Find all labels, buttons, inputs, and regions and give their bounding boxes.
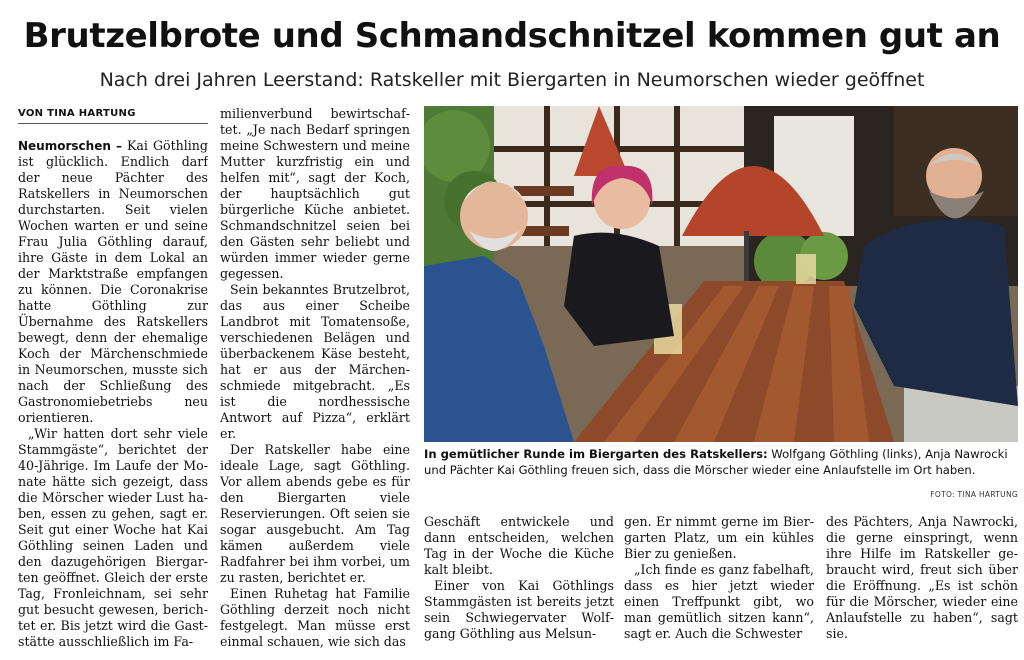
article-column-1 — [18, 138, 208, 650]
paragraph: Geschäft entwickele und dann entscheiden, welchen Tag in der Woche die Küche kalt bleibt. — [424, 514, 614, 577]
caption-text: Wolfgang Göthling (links), Anja Nawrocki und Pächter Kai Göthling freuen sich, dass die Mörscher wieder eine Anlaufstelle im Ort haben. — [424, 447, 1008, 477]
article-photo — [424, 106, 1018, 442]
subheadline: Nach drei Jahren Leerstand: Ratskeller mit Biergarten in Neumorschen wieder geöffnet — [99, 69, 925, 91]
paragraph-text: Kai Göthling ist glücklich. Endlich darf der neue Pächter des Ratskellers in Neumorschen durchstarten. Seit vielen Wochen warten er und seine Frau Julia Göthling darauf, ihre Gäste in dem Lokal an der Marktstraße empfangen zu können. Die Coronakrise hatte Göthling zur Übernahme des Ratskellers bewegt, denn der ehemalige Koch der Märchenschmiede in Neumorschen, musste sich nach der Schließung des Gastronomiebetriebs neu orientieren. — [18, 138, 208, 425]
paragraph: des Pächters, Anja Nawrocki, die gerne einspringt, wenn ihre Hilfe im Ratskeller gebraucht wird, freut sich über die Eröffnung. „Es ist schön für die Mörscher, wieder eine Anlaufstelle zu haben“, sagt sie. — [826, 514, 1018, 641]
paragraph: gen. Er nimmt gerne im Biergarten Platz, um ein kühles Bier zu genießen. — [624, 514, 814, 561]
photo-caption — [424, 446, 1018, 478]
article-column-3 — [424, 514, 614, 654]
paragraph: Sein bekanntes Brutzelbrot, das aus einer Scheibe Landbrot mit Tomatensoße, verschiedenen Belägen und überbackenem Käse besteht, hat er aus der Märchenschmiede mitgebracht. „Es ist die nordhessische Antwort auf Pizza“, erklärt er. — [220, 282, 410, 441]
article-column-5 — [826, 514, 1018, 654]
caption-lead: In gemütlicher Runde im Biergarten des Ratskellers: — [424, 447, 768, 461]
paragraph: „Ich finde es ganz fabelhaft, dass es hier jetzt wieder einen Treffpunkt gibt, wo man gemütlich sitzen kann“, sagt er. Auch die Schwester — [624, 562, 814, 641]
paragraph: Der Ratskeller habe eine ideale Lage, sagt Göthling. Vor allem abends gebe es für den Biergarten viele Reservierungen. Oft seien sie sogar ausgebucht. Am Tag kämen außerdem viele Radfahrer bei ihm vorbei, um zu rasten, berichtet er. — [220, 442, 410, 585]
article-column-2 — [220, 106, 410, 650]
headline: Brutzelbrote und Schmandschnitzel kommen gut an — [23, 16, 1001, 56]
paragraph: Einer von Kai Göthlings Stammgästen ist bereits jetzt sein Schwiegervater Wolfgang Göthling aus Melsun- — [424, 578, 614, 641]
byline: VON TINA HARTUNG — [18, 108, 208, 124]
paragraph: „Wir hatten dort sehr viele Stammgäste“, berichtet der 40-Jährige. Im Laufe der Monate hätte sich gezeigt, dass die Mörscher wieder Lust haben, essen zu gehen, sagt er. Seit gut einer Woche hat Kai Göthling seinen Laden und den dazugehörigen Biergarten geöffnet. Gleich der erste Tag, Fronleichnam, sei sehr gut besucht gewesen, berichtet er. Bis jetzt wird die Gaststätte ausschließlich im Fa- — [18, 426, 208, 649]
paragraph: Einen Ruhetag hat Familie Göthling derzeit noch nicht festgelegt. Man müsse erst einmal schauen, wie sich das — [220, 586, 410, 649]
dateline: Neumorschen – — [18, 139, 123, 153]
paragraph: milienverbund bewirtschaftet. „Je nach Bedarf springen meine Schwestern und meine Mutter kurzfristig ein und helfen mit“, sagt der Koch, der hauptsächlich gut bürgerliche Küche anbietet. Schmandschnitzel seien bei den Gästen sehr beliebt und würden immer wieder gerne gegessen. — [220, 106, 410, 281]
article-column-4 — [624, 514, 814, 654]
paragraph — [18, 138, 208, 426]
photo-credit: FOTO: TINA HARTUNG — [930, 490, 1018, 499]
